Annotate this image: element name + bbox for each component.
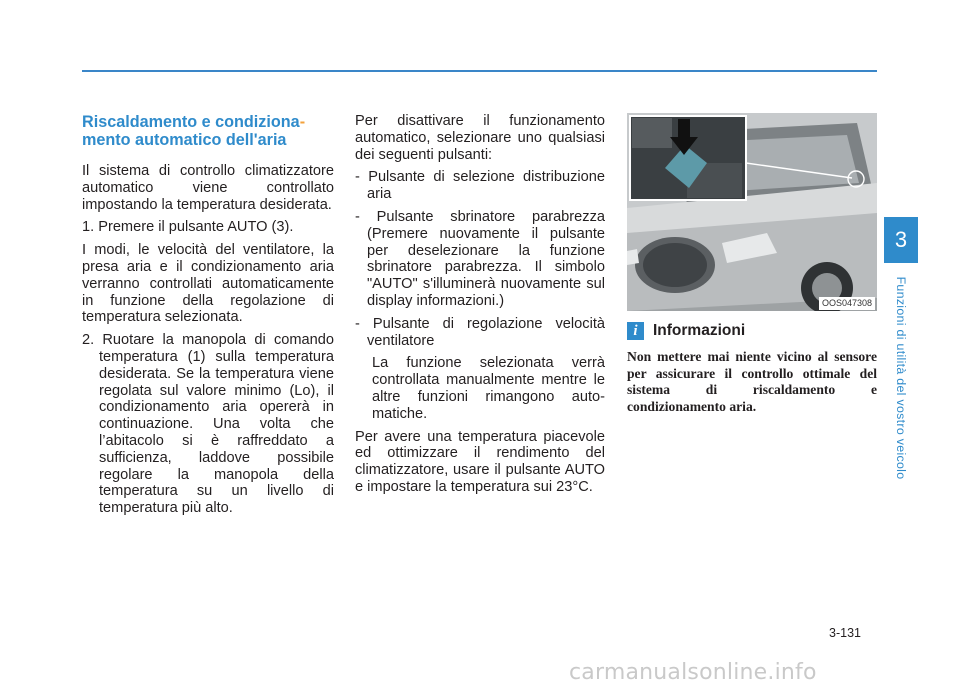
info-title: Informazioni [653,321,746,339]
heading-part2: mento automatico dell'aria [82,131,287,149]
chapter-title: Funzioni di utilità del vostro veicolo [894,276,908,480]
car-sensor-photo [627,113,877,311]
heading-part1: Riscaldamento e condiziona [82,113,300,131]
section-heading [82,113,334,149]
column-right [627,113,877,415]
info-header [627,321,877,341]
step-2: 2. Ruotare la manopola di comando temperatura (1) sulla temperatura desiderata. Se la temperatura viene regolata sul valore minimo (Lo), il condizionamento aria opererà in continuazione. Una volta che l’abitacolo si è raffreddato a sufficienza, laddove possibile regolare la manopola della temperatura su un livello di temperatura più alto. [82,332,334,517]
intro-paragraph: Il sistema di controllo climatizzatore automatico viene controllato impostando la temperatura desiderata. [82,163,334,213]
deactivate-intro: Per disattivare il funzionamento automatico, selezionare uno qualsiasi dei seguenti pulsanti: [355,113,605,163]
chapter-tab: 3 [884,217,918,263]
bullet-fan-speed: - Pulsante di regolazione velocità ventilatore [355,315,605,349]
bullet-defroster: - Pulsante sbrinatore parabrezza (Premere nuovamente il pulsante per deselezionare la funzione sbrinatore parabrezza. Il simbolo "AUTO" s'illuminerà nuovamente sul display informazioni.) [355,208,605,309]
bullet-air-distribution: - Pulsante di selezione distribuzione aria [355,169,605,203]
page-number: 3-131 [829,626,861,640]
modes-paragraph: I modi, le velocità del ventilatore, la presa aria e il condizionamento aria verranno controllati automaticamente in funzione della regolazione di temperatura selezionata. [82,242,334,326]
fan-speed-note: La funzione selezionata verrà controllata manualmente mentre le altre funzioni rimangono auto-matiche. [372,355,605,422]
step-1: 1. Premere il pulsante AUTO (3). [82,219,294,236]
watermark: carmanualsonline.info [569,660,817,685]
car-illustration [627,113,877,311]
info-text: Non mettere mai niente vicino al sensore per assicurare il controllo ottimale del sistema di riscaldamento e condizionamento aria. [627,349,877,414]
image-code: OOS047308 [819,297,875,310]
comfort-paragraph: Per avere una temperatura piacevole ed ottimizzare il rendimento del climatizzatore, usare il pulsante AUTO e impostare la temperatura sui 23°C. [355,428,605,495]
column-middle [355,113,605,502]
column-left [82,113,334,523]
top-rule [82,70,877,72]
info-icon: i [627,322,644,340]
heading-hyphen: - [299,113,306,131]
